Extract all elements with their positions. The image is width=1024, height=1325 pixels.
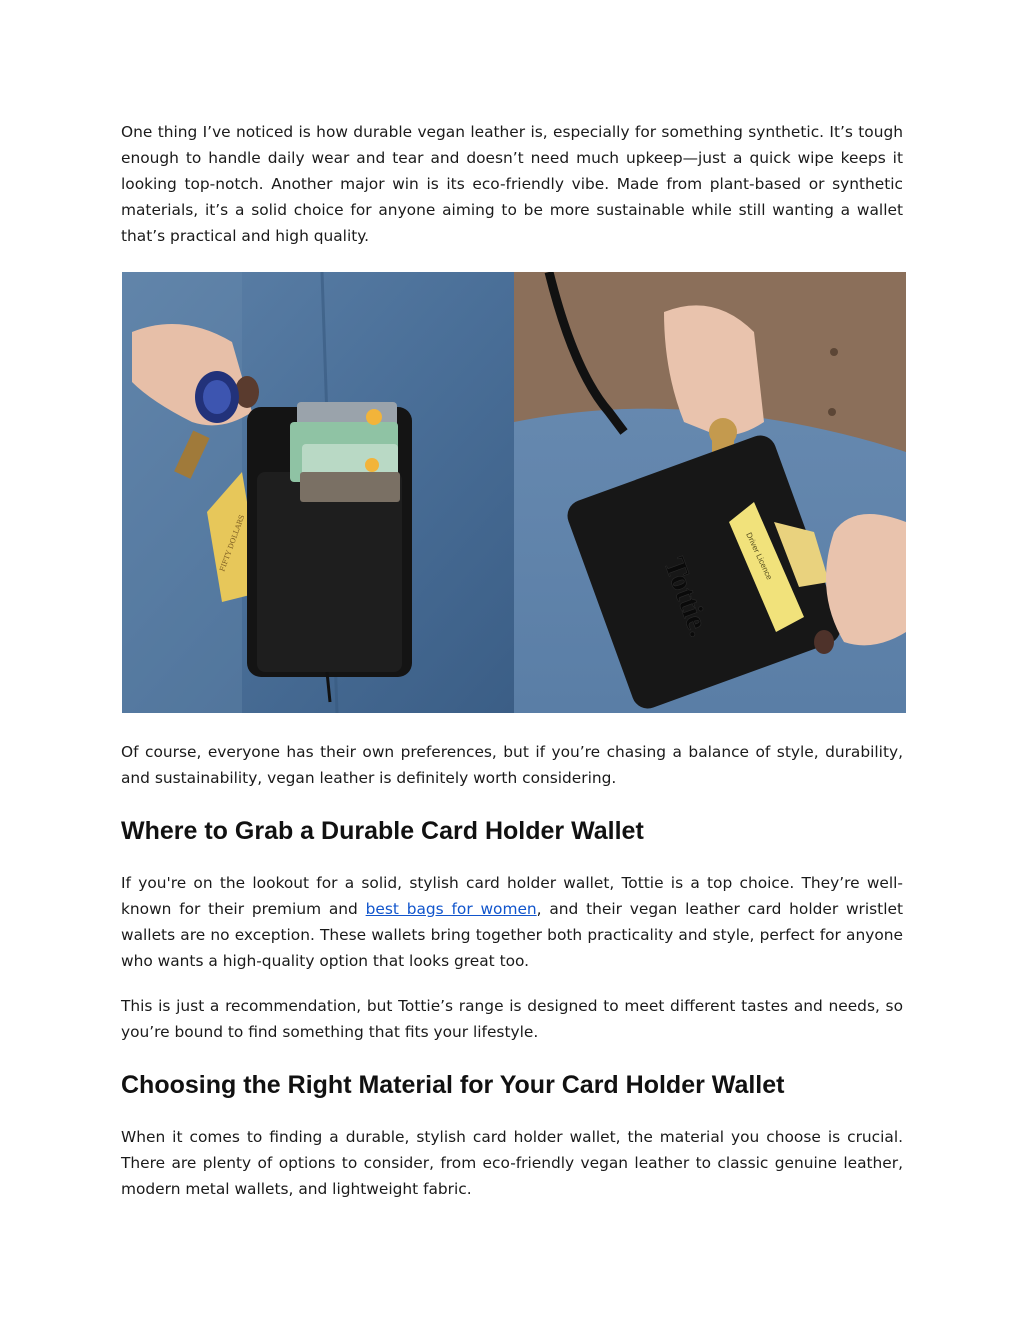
section-choosing-material [121, 1070, 903, 1100]
paragraph-material: When it comes to finding a durable, stylish card holder wallet, the material you choose is crucial. There are plenty of options to consider, from eco-friendly vegan leather to classic genuine leather, modern metal wallets, and lightweight fabric. [121, 1128, 903, 1198]
p3-text-before: If you're on the lookout for a solid, stylish card holder wallet, Tottie is a top choice. They’re well-known for their premium and [121, 874, 903, 918]
best-bags-for-women-link[interactable]: best bags for women [365, 900, 537, 918]
heading-choosing-material: Choosing the Right Material for Your Card Holder Wallet [121, 1071, 785, 1099]
heading-where-to-grab: Where to Grab a Durable Card Holder Wallet [121, 817, 644, 845]
photo-wristlet-back [514, 272, 906, 713]
photo-card-wallet-front [122, 272, 514, 713]
paragraph-vegan-durability: One thing I’ve noticed is how durable vegan leather is, especially for something synthetic. It’s tough enough to handle daily wear and tear and doesn’t need much upkeep—just a quick wipe keeps it looking top-notch. Another major win is its eco-friendly vibe. Made from plant-based or synthetic materials, it’s a solid choice for anyone aiming to be more sustainable while still wanting a wallet that’s practical and high quality. [121, 123, 903, 245]
p3-text-after: , and their vegan leather card holder wristlet wallets are no exception. These wallets bring together both practicality and style, perfect for anyone who wants a high-quality option that looks great too. [121, 900, 903, 970]
section-recommendation [121, 993, 903, 1045]
right-card-text: Driver Licence [744, 531, 774, 582]
document-page-continued [121, 739, 903, 791]
section-material-text [121, 1124, 903, 1202]
wallet-photo-pair [122, 272, 906, 713]
document-page [121, 119, 903, 249]
section-where-to-grab [121, 816, 903, 846]
section-tottie [121, 870, 903, 974]
paragraph-preferences: Of course, everyone has their own preferences, but if you’re chasing a balance of style, durability, and sustainability, vegan leather is definitely worth considering. [121, 743, 903, 787]
paragraph-tottie [121, 870, 903, 974]
paragraph-recommendation: This is just a recommendation, but Tottie’s range is designed to meet different tastes and needs, so you’re bound to find something that fits your lifestyle. [121, 997, 903, 1041]
right-logo-text: Tottie. [657, 553, 717, 641]
left-note-text: FIFTY DOLLARS [218, 513, 247, 573]
